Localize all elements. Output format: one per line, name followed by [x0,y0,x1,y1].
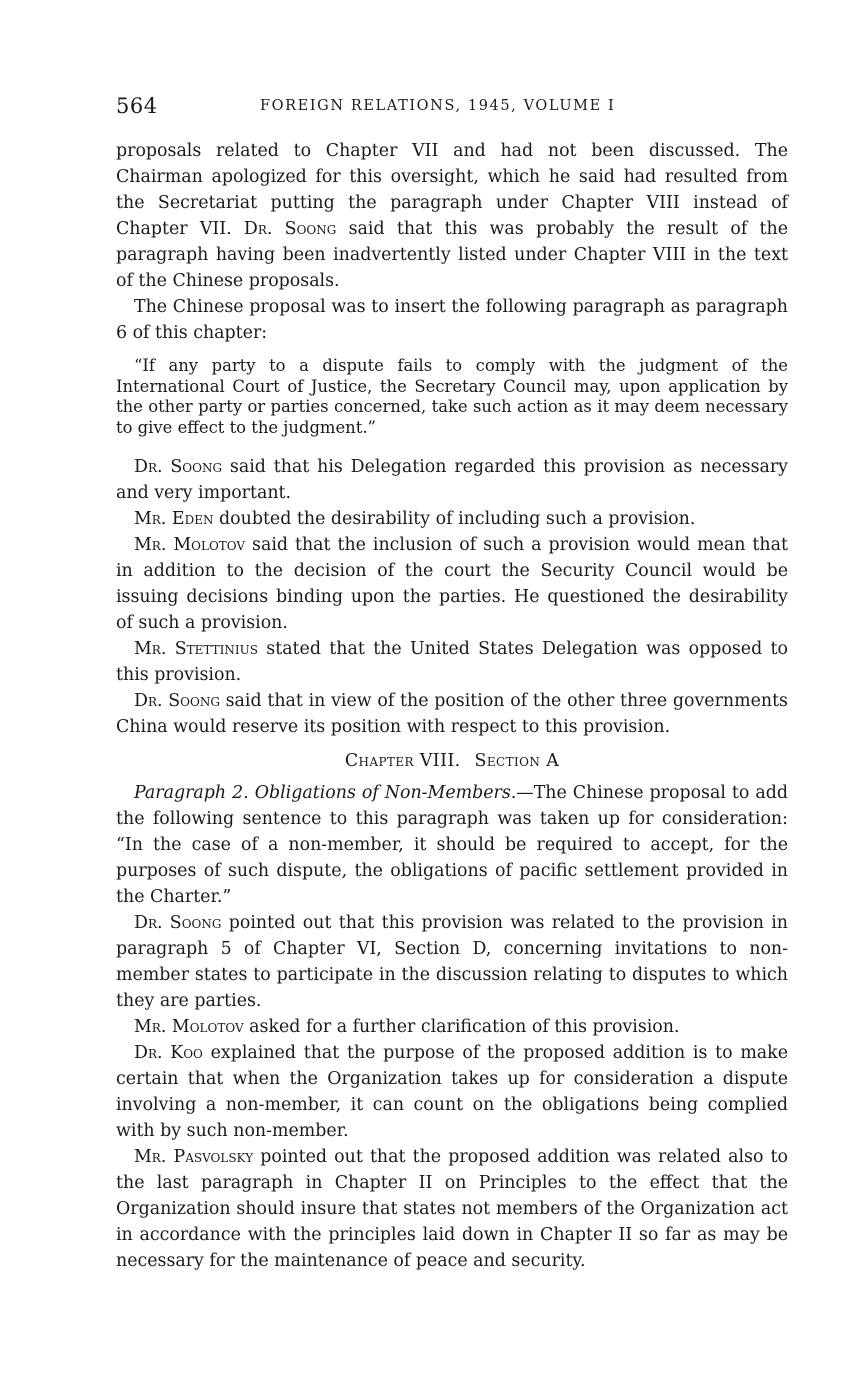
paragraph-text: said that the inclusion of such a provision would mean that in addition to the decision of the court the Security Council would be issuing decisions binding upon the parties. He questioned the desirability of such a provision. [116,535,788,633]
paragraph-text: explained that the purpose of the proposed addition is to make certain that when the Organization takes up for consideration a dispute involving a non-member, it can count on the obligations being complied with by such non-member. [116,1043,789,1141]
paragraph [116,454,788,506]
section-label: Section A [474,751,560,771]
page-header [116,94,788,122]
paragraph-text: stated that the United States Delegation was opposed to this provision. [116,639,789,685]
speaker-name: Dr. Soong [134,691,220,711]
paragraph [116,1144,788,1274]
paragraph-text: proposals related to Chapter VII and had not been discussed. The Chairman apologized for this oversight, which he said had resulted from the Secretariat putting the paragraph under Chapter VIII instead of Chapter VII. [116,141,788,239]
speaker-name: Dr. Soong [134,457,223,477]
paragraph-text: pointed out that the proposed addition was related also to the last paragraph in Chapter II on Principles to the effect that the Organization should insure that states not members of the Organization act in accordance with the principles laid down in Chapter II so far as may be necessary for the maintenance of peace and security. [116,1147,788,1271]
speaker-name: Dr. Soong [134,913,222,933]
running-head: FOREIGN RELATIONS, 1945, VOLUME I [260,98,616,114]
paragraph [116,1014,788,1040]
paragraph-text: —The Chinese proposal to add the following sentence to this paragraph was taken up for consideration: “In the case of a non-member, it should be required to accept, for the purposes of such dispute, the obligations of pacific settlement provided in the Charter.” [116,783,788,907]
speaker-name: Mr. Stettinius [134,639,258,659]
paragraph-title: Paragraph 2. [134,783,249,803]
paragraph-text: asked for a further clarification of this provision. [243,1017,680,1037]
speaker-name: Mr. Eden [134,509,214,529]
paragraph-text: doubted the desirability of including such a provision. [213,509,696,529]
paragraph [116,506,788,532]
paragraph [116,636,788,688]
paragraph-continuation [116,138,788,294]
paragraph: The Chinese proposal was to insert the following paragraph as paragraph 6 of this chapter: [116,297,788,343]
paragraph [116,532,788,636]
speaker-name: Mr. Molotov [134,1017,244,1037]
speaker-name: Mr. Molotov [134,535,246,555]
speaker-name: Mr. Pasvolsky [134,1147,254,1167]
speaker-name: Dr. Soong [243,219,337,239]
page-body [116,138,788,1274]
block-quote: “If any party to a dispute fails to comply with the judgment of the International Court of Justice, the Secretary Council may, upon application by the other party or parties concerned, take such action as it may deem necessary to give effect to the judgment.” [116,356,788,437]
page-number: 564 [116,94,158,118]
chapter-label: Chapter VIII. [344,751,461,771]
paragraph [116,1040,788,1144]
paragraph-text: pointed out that this provision was related to the provision in paragraph 5 of Chapter VI, Section D, concerning invitations to non-member states to participate in the discussion relating to disputes to which they are parties. [116,913,788,1011]
paragraph [116,688,788,740]
paragraph [116,780,788,910]
paragraph-text: said that in view of the position of the other three governments China would reserve its position with respect to this provision. [116,691,788,737]
speaker-name: Dr. Koo [134,1043,203,1063]
paragraph-text: said that his Delegation regarded this provision as necessary and very important. [116,457,789,503]
paragraph-text: said that this was probably the result of the paragraph having been inadvertently listed under Chapter VIII in the text of the Chinese proposals. [116,219,789,291]
section-heading [116,748,788,774]
paragraph [116,910,788,1014]
paragraph-subject: Obligations of Non-Members. [254,783,517,803]
